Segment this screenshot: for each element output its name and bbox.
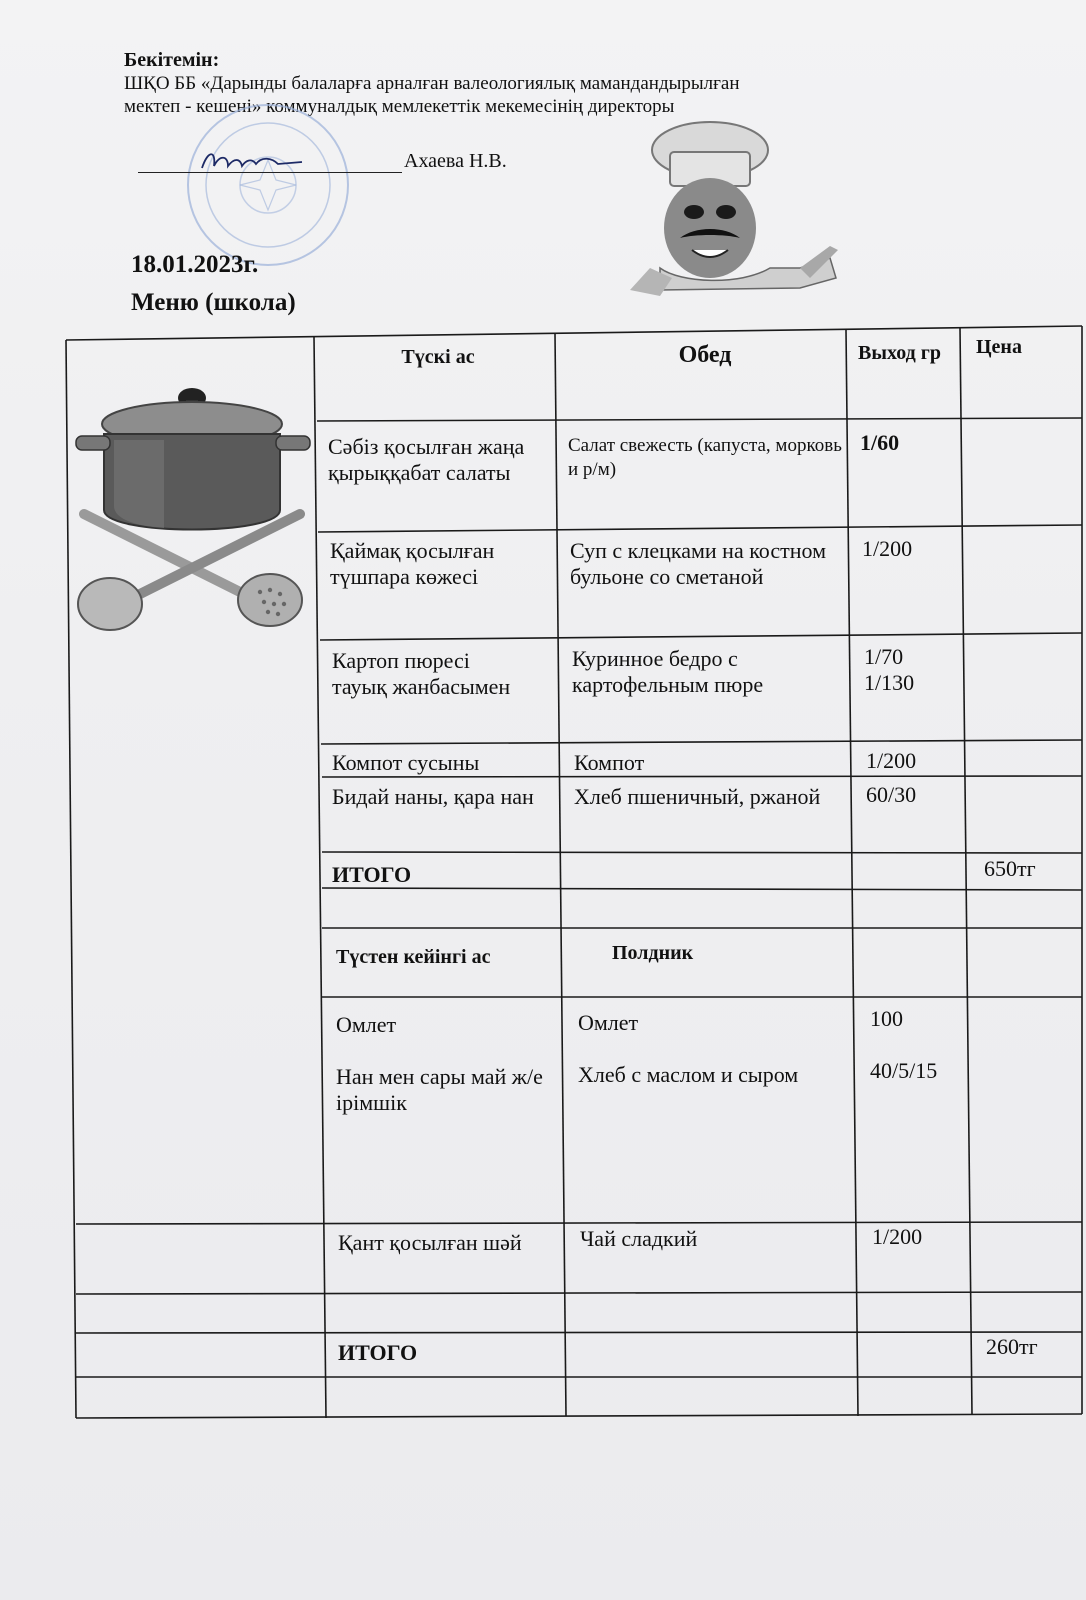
lunch-total-price: 650тг	[984, 856, 1036, 881]
organization-line-2: мектеп - кешені» коммуналдық мемлекеттік мекемесінің директоры	[124, 96, 675, 117]
col-header-weight: Выход гр	[858, 342, 941, 364]
snack-header-kz: Түстен кейінгі ас	[336, 946, 491, 968]
lunch-row-4-ru: Компот	[574, 750, 645, 775]
lunch-row-2-ru: Суп с клецками на костном бульоне со сметаной	[570, 538, 826, 589]
lunch-row-4-weight: 1/200	[866, 748, 917, 773]
snack-header-ru: Полдник	[612, 942, 694, 964]
lunch-row-5-ru: Хлеб пшеничный, ржаной	[574, 784, 821, 809]
snack-total-label: ИТОГО	[338, 1340, 418, 1365]
lunch-row-5-kz: Бидай наны, қара нан	[332, 784, 534, 809]
snack-row-1-kz: Омлет Нан мен сары май ж/е ірімшік	[336, 1012, 543, 1115]
lunch-row-3-ru: Куринное бедро с картофельным пюре	[572, 646, 764, 697]
col-header-kz: Түскі ас	[401, 346, 475, 368]
col-header-price: Цена	[976, 336, 1022, 358]
lunch-row-3-kz: Картоп пюресі тауық жанбасымен	[332, 648, 511, 699]
lunch-total-label: ИТОГО	[332, 862, 412, 887]
snack-row-2-kz: Қант қосылған шәй	[338, 1230, 522, 1255]
lunch-row-3-weight: 1/70 1/130	[864, 644, 915, 695]
cooking-pot-icon	[74, 378, 314, 648]
lunch-row-4-kz: Компот сусыны	[332, 750, 480, 775]
lunch-row-2-weight: 1/200	[862, 536, 913, 561]
approve-label: Бекітемін:	[124, 49, 220, 71]
lunch-row-5-weight: 60/30	[866, 782, 917, 807]
lunch-row-1-ru: Салат свежесть (капуста, морковь и р/м)	[568, 435, 842, 480]
snack-row-2-ru: Чай сладкий	[580, 1226, 698, 1251]
menu-title: Меню (школа)	[131, 289, 296, 316]
menu-date: 18.01.2023г.	[131, 251, 259, 278]
lunch-row-2-kz: Қаймақ қосылған түшпара көжесі	[330, 538, 495, 589]
snack-row-1-ru: Омлет Хлеб с маслом и сыром	[578, 1010, 799, 1087]
snack-row-2-weight: 1/200	[872, 1224, 923, 1249]
snack-row-1-weight: 100 40/5/15	[870, 1006, 938, 1083]
snack-total-price: 260тг	[986, 1334, 1038, 1359]
organization-line-1: ШҚО ББ «Дарынды балаларға арналған валеологиялық мамандандырылған	[124, 73, 740, 94]
director-name: Ахаева Н.В.	[404, 150, 507, 172]
lunch-row-1-kz: Сәбіз қосылған жаңа қырыққабат салаты	[328, 434, 525, 485]
lunch-row-1-weight: 1/60	[860, 430, 900, 455]
col-header-ru: Обед	[678, 342, 732, 368]
